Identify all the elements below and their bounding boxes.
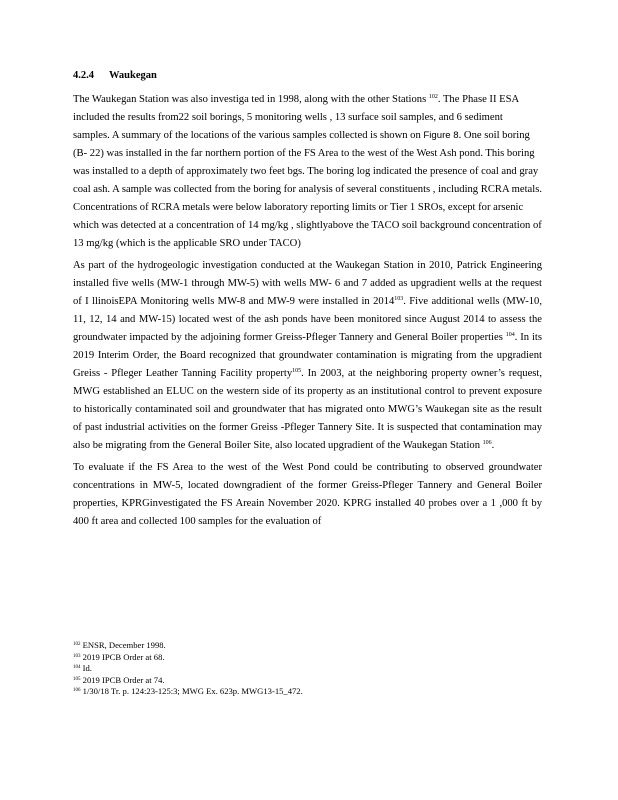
paragraph-1-text-b: . The Phase II ESA included the results from22 soil borings, 5 monitoring wells , 13 surface soil samples, and 6 sediment samples. A summary of the locations of the various samples collected is shown on (73, 94, 519, 141)
footnote-ref-106: 106 (482, 440, 492, 446)
footnote (73, 652, 543, 664)
paragraph-1-text-a: The Waukegan Station was also investiga ted in 1998, along with the other Stations (73, 94, 429, 105)
footnotes (73, 640, 543, 698)
footnote-text: ENSR, December 1998. (80, 640, 166, 650)
paragraph-2-text-b: . Five additional wells (MW-10, 11, 12, 14 and MW-15) located west of the ash ponds have been monitored since August 2014 to assess the groundwater impacted by the adjoining former Greiss-Pfleger Tannery and General Boiler properties (73, 296, 542, 343)
footnote-ref-105: 105 (292, 368, 302, 374)
footnote (73, 640, 543, 652)
footnote-text: 1/30/18 Tr. p. 124:23-125:3; MWG Ex. 623p. MWG13-15_472. (80, 686, 303, 697)
footnote-text: 2019 IPCB Order at 68. (80, 651, 165, 662)
footnote (73, 686, 543, 698)
footnote-ref-104: 104 (505, 332, 515, 338)
section-heading (73, 70, 542, 81)
footnote-text: 2019 IPCB Order at 74. (80, 674, 165, 685)
footnote-number: 103 (73, 653, 81, 659)
footnote (73, 675, 543, 687)
paragraph-2-text-d: . In 2003, at the neighboring property owner’s request, MWG established an ELUC on the western side of its property as an institutional control to prevent exposure to historically contaminated soil and groundwater that has migrated onto MWG’s Waukegan site as the result of past industrial activities on the former Greiss -Pfleger Tannery Site. It is suspected that contamination may also be migrating from the General Boiler Site, also located upgradient of the Waukegan Station (73, 368, 542, 451)
paragraph-1-text-c: . One soil boring (B- 22) was installed in the far northern portion of the FS Area to the west of the West Ash pond. This boring was installed to a depth of approximately two feet bgs. The boring log indicated the presence of coal and gray coal ash. A sample was collected from the boring for analysis of several constituents , including RCRA metals. Concentrations of RCRA metals were below laboratory reporting limits or Tier 1 SROs, except for arsenic which was detected at a concentration of 14 mg/kg , slightlyabove the TACO soil background concentration of 13 mg/kg (which is the applicable SRO under TACO) (73, 130, 542, 249)
figure-reference: Figure 8 (423, 130, 459, 141)
paragraph-2 (73, 257, 542, 455)
footnote-ref-102: 102 (428, 94, 438, 100)
paragraph-2-text-e: . (491, 440, 495, 451)
footnote-ref-103: 103 (394, 296, 404, 302)
paragraph-3-text: To evaluate if the FS Area to the west of the West Pond could be contributing to observed groundwater concentrations in MW-5, located downgradient of the former Greiss-Pfleger Tannery and General Boiler properties, KPRGinvestigated the FS Areain November 2020. KPRG installed 40 probes over a 1 ,000 ft by 400 ft area and collected 100 samples for the evaluation of (73, 462, 542, 527)
footnote-number: 102 (73, 642, 81, 647)
footnote (73, 663, 543, 675)
footnote-number: 105 (73, 676, 81, 682)
paragraph-1 (73, 91, 542, 253)
paragraph-2-text-a: As part of the hydrogeologic investigation conducted at the Waukegan Station in 2010, Patrick Engineering installed five wells (MW-1 through MW-5) with wells MW- 6 and 7 added as upgradient wells at the request of I llinoisEPA Monitoring wells MW-8 and MW-9 were installed in 2014 (73, 260, 542, 307)
footnote-text: Id. (80, 663, 92, 674)
section-title: Waukegan (109, 70, 157, 81)
footnote-number: 104 (73, 665, 81, 671)
paragraph-2-text-c: . In its 2019 Interim Order, the Board recognized that groundwater contamination is migrating from the upgradient Greiss - Pfleger Leather Tanning Facility property (73, 332, 542, 379)
footnote-number: 106 (73, 688, 81, 694)
paragraph-3 (73, 459, 542, 531)
section-number: 4.2.4 (73, 70, 94, 81)
